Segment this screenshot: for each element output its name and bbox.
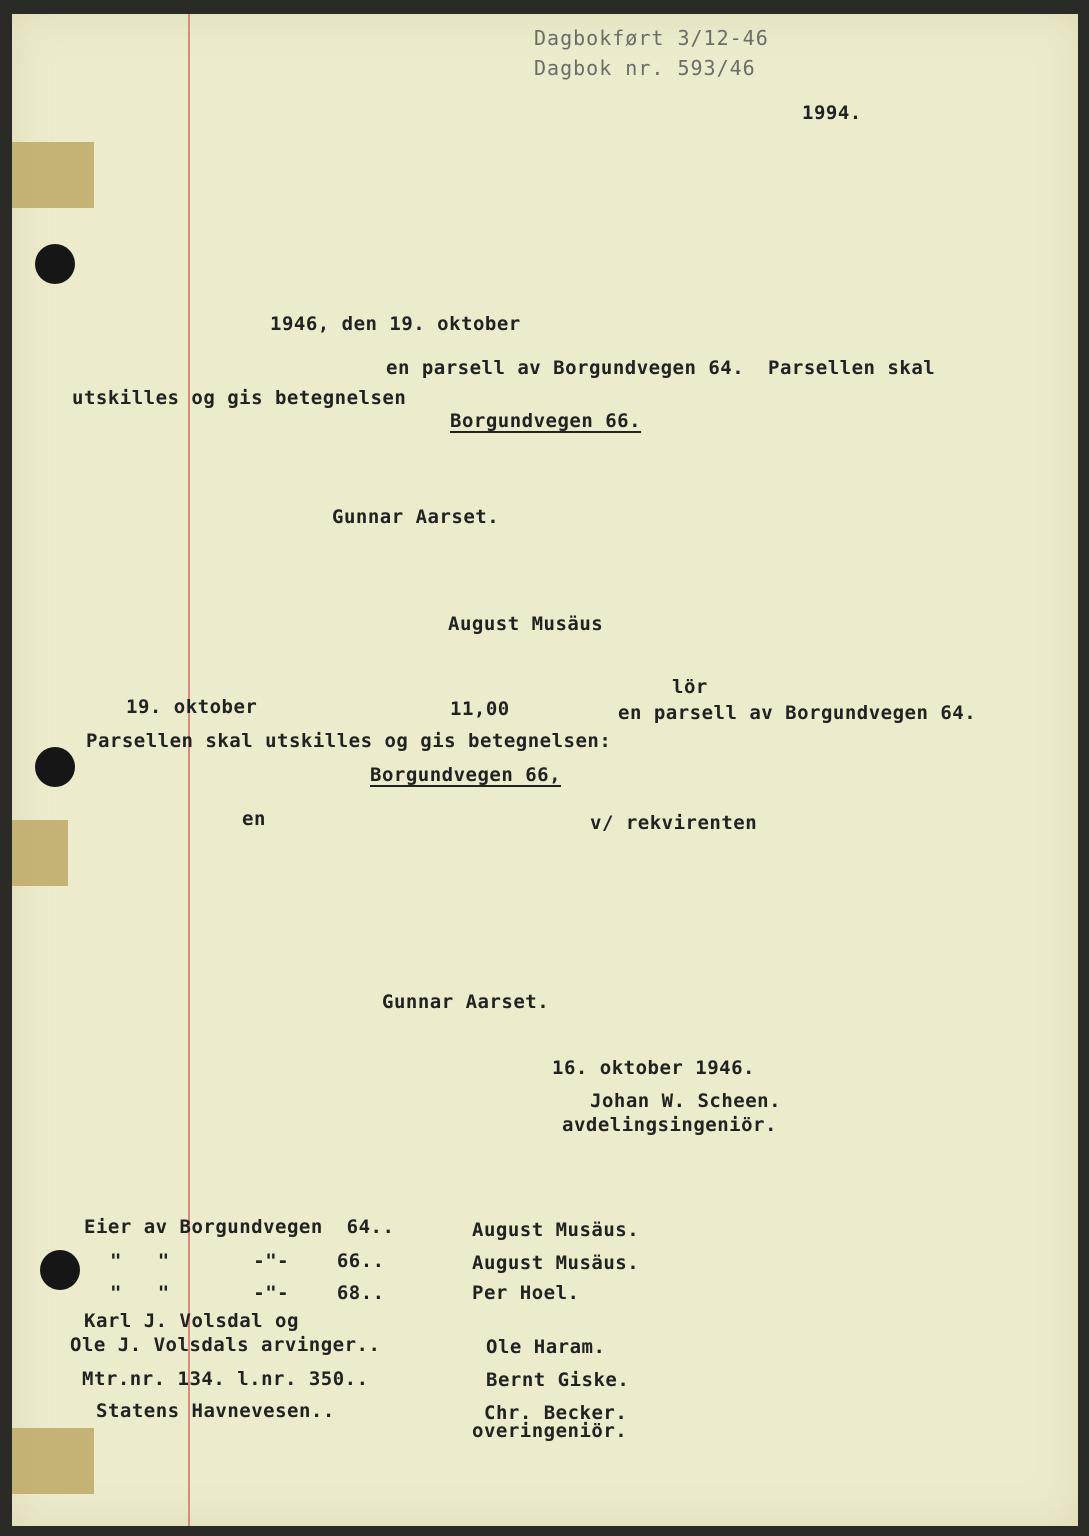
name-line: Gunnar Aarset. <box>382 991 550 1013</box>
document-date: 1946, den 19. oktober <box>270 313 521 335</box>
bottom-left: Mtr.nr. 134. l.nr. 350.. <box>82 1368 369 1390</box>
journal-stamp-line2: Dagbok nr. 593/46 <box>534 56 756 80</box>
row-date: 19. oktober <box>126 696 258 718</box>
row-text: en parsell av Borgundvegen 64. <box>618 702 977 724</box>
name-line: Gunnar Aarset. <box>332 506 500 528</box>
bottom-right: Bernt Giske. <box>486 1369 630 1391</box>
bottom-right: Chr. Becker. <box>484 1402 628 1424</box>
requester-text: v/ rekvirenten <box>590 812 758 834</box>
tape-mark <box>12 820 68 886</box>
paragraph-line: utskilles og gis betegnelsen <box>72 387 407 409</box>
owner-right: Per Hoel. <box>472 1282 580 1304</box>
en-text: en <box>242 808 266 830</box>
owner-left: " " -"- 68.. <box>110 1282 385 1304</box>
tape-mark <box>12 142 94 208</box>
bottom-left: Karl J. Volsdal og <box>84 1310 299 1332</box>
owner-left: " " -"- 66.. <box>110 1250 385 1272</box>
document-page <box>12 14 1078 1526</box>
signature-title: avdelingsingeniör. <box>562 1114 777 1136</box>
punch-hole <box>35 244 75 284</box>
address-heading: Borgundvegen 66. <box>450 410 642 432</box>
owner-left: Eier av Borgundvegen 64.. <box>84 1216 395 1238</box>
name-line: August Musäus <box>448 613 604 635</box>
address-heading: Borgundvegen 66, <box>370 764 562 786</box>
row-time: 11,00 <box>450 698 510 720</box>
owner-right: August Musäus. <box>472 1252 640 1274</box>
paragraph-line: Parsellen skal utskilles og gis betegnelsen: <box>86 730 612 752</box>
paragraph-line: en parsell av Borgundvegen 64. Parsellen skal <box>386 357 936 379</box>
journal-stamp-line1: Dagbokført 3/12-46 <box>534 26 769 50</box>
signature-name: Johan W. Scheen. <box>590 1090 782 1112</box>
page-number: 1994. <box>802 102 862 124</box>
punch-hole <box>40 1250 80 1290</box>
bottom-left: Ole J. Volsdals arvinger.. <box>70 1334 381 1356</box>
bottom-right: overingeniör. <box>472 1420 628 1442</box>
bottom-left: Statens Havnevesen.. <box>96 1400 335 1422</box>
tape-mark <box>12 1428 94 1494</box>
weekday: lör <box>672 676 708 698</box>
owner-right: August Musäus. <box>472 1219 640 1241</box>
punch-hole <box>35 747 75 787</box>
signature-date: 16. oktober 1946. <box>552 1057 755 1079</box>
bottom-right: Ole Haram. <box>486 1336 606 1358</box>
